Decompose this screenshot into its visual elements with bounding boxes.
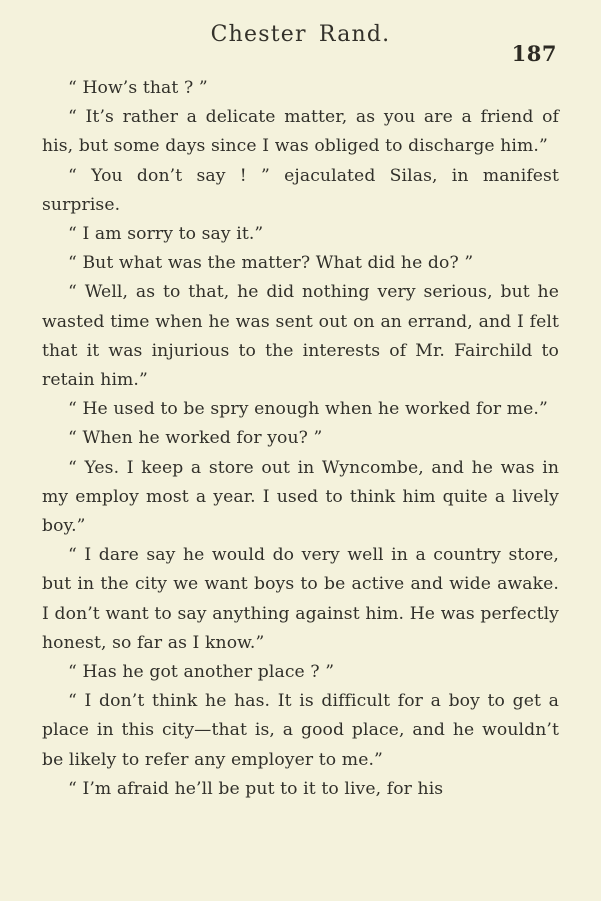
- running-title: Chester Rand.: [210, 22, 391, 47]
- paragraph: “ I’m afraid he’ll be put to it to live, for his: [68, 778, 444, 799]
- paragraph: “ I dare say he would do very well in a country store, but in the city we want boys to be active and wide awake. I don’t want to say anything against him. He was perfectly honest, so far as I know.”: [42, 545, 559, 653]
- page-number: 187: [511, 41, 557, 66]
- paragraph: “ It’s rather a delicate matter, as you are a friend of his, but some days since I was obliged to discharge him.”: [42, 107, 559, 157]
- paragraph: “ Has he got another place ? ”: [68, 662, 335, 683]
- page-body: [42, 74, 559, 804]
- paragraph: “ When he worked for you? ”: [68, 428, 323, 449]
- paragraph: “ I don’t think he has. It is difficult for a boy to get a place in this city—that is, a good place, and he wouldn’t be likely to refer any employer to me.”: [42, 691, 559, 770]
- paragraph: “ Yes. I keep a store out in Wyncombe, and he was in my employ most a year. I used to think him quite a lively boy.”: [42, 457, 559, 537]
- paragraph: “ But what was the matter? What did he do? ”: [68, 253, 474, 274]
- paragraph: “ Well, as to that, he did nothing very serious, but he wasted time when he was sent out on an errand, and I felt that it was injurious to the interests of Mr. Fairchild to retain him.”: [42, 282, 559, 391]
- paragraph: “ You don’t say ! ” ejaculated Silas, in manifest surprise.: [42, 165, 559, 215]
- paragraph: “ He used to be spry enough when he worked for me.”: [68, 399, 548, 420]
- page-header: [42, 22, 559, 68]
- paragraph: “ I am sorry to say it.”: [68, 224, 264, 245]
- paragraph: “ How’s that ? ”: [68, 78, 208, 98]
